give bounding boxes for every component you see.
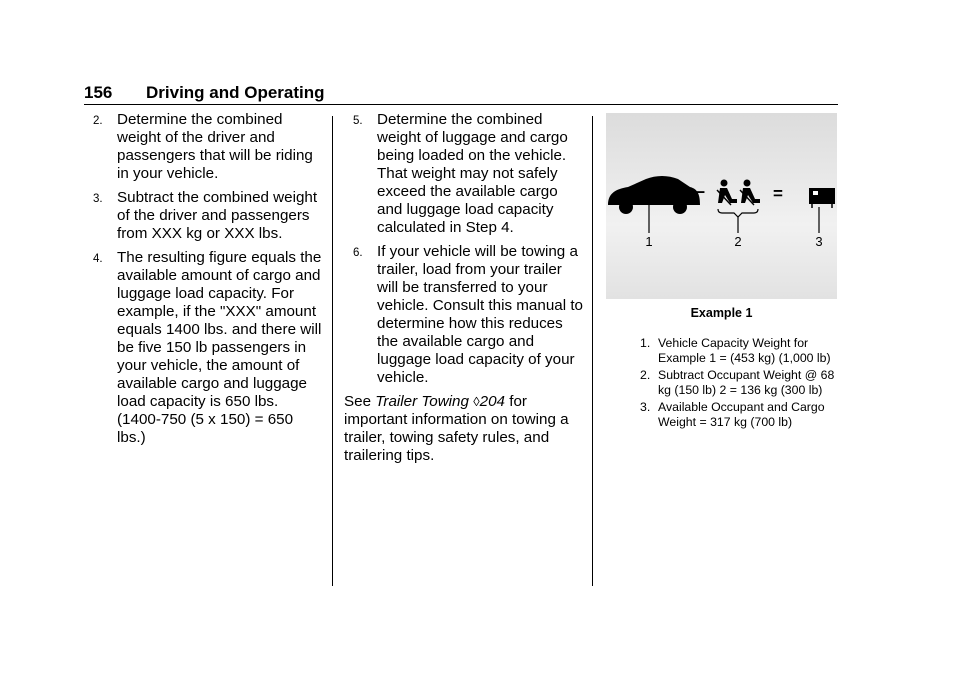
- list-item-text: Vehicle Capacity Weight for Example 1 = (453 kg) (1,000 lb): [658, 336, 831, 365]
- step-number: 3.: [93, 193, 103, 205]
- callout-1: 1: [645, 234, 653, 249]
- step-text: Determine the combined weight of the driver and passengers that will be riding in your vehicle.: [117, 111, 313, 182]
- figure-legend-list: [640, 336, 845, 432]
- page-ref-number[interactable]: 204: [479, 393, 505, 410]
- callout-2: 2: [734, 234, 742, 249]
- list-item-number: 2.: [640, 368, 651, 382]
- column-left: [93, 111, 325, 453]
- column-divider: [332, 116, 333, 586]
- car-icon: [608, 176, 700, 214]
- section-title: Driving and Operating: [146, 83, 325, 102]
- page-number: 156: [84, 83, 113, 102]
- page-header: [84, 83, 838, 105]
- illustration-svg: [606, 113, 837, 299]
- step-text: Subtract the combined weight of the driver and passengers from XXX kg or XXX lbs.: [117, 189, 318, 242]
- see-prefix: See: [344, 393, 372, 410]
- column-middle: [344, 111, 584, 465]
- list-item-number: 1.: [640, 336, 651, 350]
- luggage-icon: [809, 188, 835, 208]
- step-5: [353, 111, 584, 237]
- list-item-text: Available Occupant and Cargo Weight = 317 kg (700 lb): [658, 400, 825, 429]
- trailer-towing-link[interactable]: Trailer Towing: [375, 393, 469, 410]
- step-text: The resulting figure equals the available amount of cargo and luggage load capacity. For example, if the "XXX" amount equals 1400 lbs. and there will be five 150 lb passengers in your vehicle, the amount of available cargo and luggage load capacity is 650 lbs. (1400-750 (5 x 150) = 650 lbs.): [117, 249, 322, 446]
- step-number: 6.: [353, 247, 363, 259]
- see-reference: [344, 393, 584, 465]
- equals-sign: =: [773, 184, 783, 203]
- list-item: [640, 400, 845, 429]
- list-item: [640, 368, 845, 397]
- step-6: [353, 243, 584, 387]
- step-4: [93, 249, 325, 447]
- step-number: 2.: [93, 115, 103, 127]
- step-text: If your vehicle will be towing a trailer, load from your trailer will be transferred to your vehicle. Consult this manual to determine how this reduces the available cargo and luggage load capacity of your vehicle.: [377, 243, 583, 386]
- see-suffix: for important information on towing a trailer, towing safety rules, and trailering tips.: [344, 393, 569, 464]
- seated-occupants-icon: [717, 180, 760, 206]
- step-3: [93, 189, 325, 243]
- minus-sign: –: [694, 181, 706, 201]
- list-item: [640, 336, 845, 365]
- occupants-bracket: [718, 209, 758, 217]
- step-number: 4.: [93, 253, 103, 265]
- step-number: 5.: [353, 115, 363, 127]
- figure-caption: Example 1: [690, 306, 753, 320]
- column-divider: [592, 116, 593, 586]
- example-illustration: [606, 113, 837, 299]
- list-item-number: 3.: [640, 400, 651, 414]
- step-2: [93, 111, 325, 183]
- callout-3: 3: [815, 234, 823, 249]
- list-item-text: Subtract Occupant Weight @ 68 kg (150 lb) 2 = 136 kg (300 lb): [658, 368, 835, 397]
- step-text: Determine the combined weight of luggage and cargo being loaded on the vehicle. That weight may not safely exceed the available cargo and luggage load capacity calculated in Step 4.: [377, 111, 568, 236]
- page-ref-arrow-icon: ◊: [473, 394, 480, 409]
